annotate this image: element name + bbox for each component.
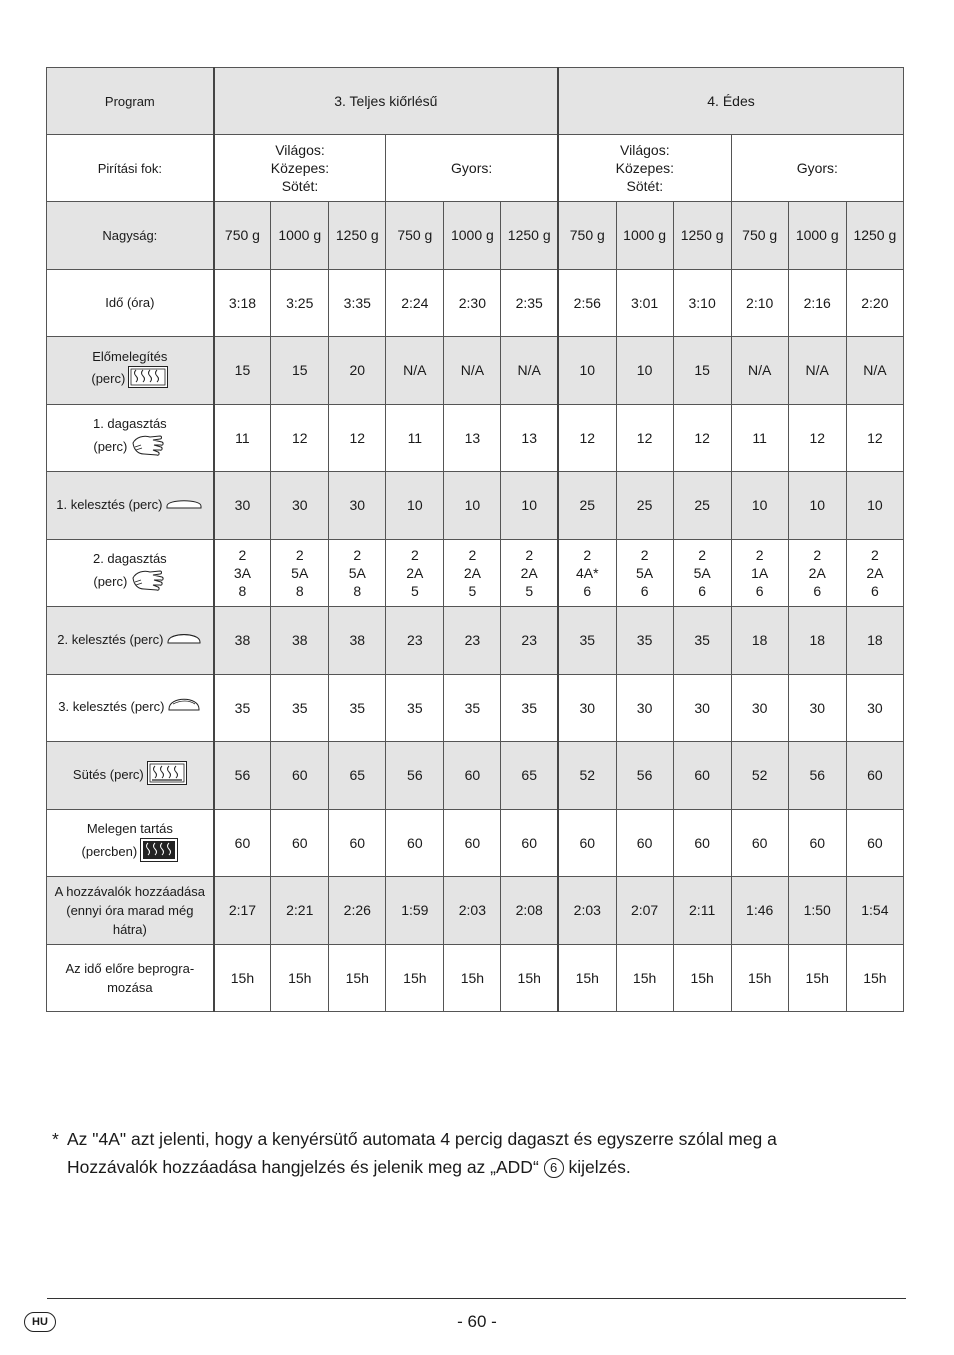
value-cell: 30 [673,674,731,742]
value-cell: 15h [329,944,386,1012]
row-label [47,607,214,675]
value-cell: 15h [558,944,616,1012]
size-cell: 750 g [558,202,616,270]
row-label [47,944,214,1012]
value-cell: 35 [386,674,444,742]
value-cell: 65 [329,742,386,810]
row-label [47,404,214,472]
value-cell: 30 [558,674,616,742]
value-cell [731,539,788,607]
value-part: 2A [520,564,538,581]
value-cell: 2:07 [616,877,673,945]
value-cell: 2:21 [271,877,329,945]
program-table [46,67,904,1012]
value-cell [673,539,731,607]
value-cell: 35 [214,674,271,742]
size-cell: 1000 g [788,202,846,270]
table-row [47,539,904,607]
row-label-text: Melegen tartás [86,820,173,836]
value-cell: 25 [558,472,616,540]
kneading-hand-icon [130,433,166,462]
value-cell: N/A [731,337,788,405]
value-cell: 1:59 [386,877,444,945]
value-part: 2 [870,546,879,563]
value-cell: 35 [673,607,731,675]
value-cell: 3:35 [329,269,386,337]
table-row [47,202,904,270]
value-cell: 12 [616,404,673,472]
value-cell [501,539,558,607]
value-cell: 11 [386,404,444,472]
value-cell [214,539,271,607]
row-label [47,269,214,337]
footnote-star: * [52,1129,59,1149]
table-row [47,742,904,810]
table-row [47,269,904,337]
size-cell: 1250 g [501,202,558,270]
row-label [47,742,214,810]
value-cell: 10 [788,472,846,540]
value-cell [271,539,329,607]
degree-options-3 [214,135,386,202]
value-cell: 30 [271,472,329,540]
value-cell: 12 [788,404,846,472]
dough-rise-3-icon [167,696,201,719]
value-cell: 60 [271,809,329,877]
value-cell: 60 [846,809,903,877]
program-label: Program [47,68,214,135]
footnote-text-before: Az "4A" azt jelenti, hogy a kenyérsütő automata 4 percig dagaszt és egyszerre szólal meg a Hozzávalók hozzáadása hangjelzés és jelenik meg az „ADD“ [67,1129,777,1177]
value-cell: 60 [214,809,271,877]
value-cell: 15h [731,944,788,1012]
footer-rule [47,1298,906,1299]
degree-fast-3: Gyors: [386,135,558,202]
value-part: 2 [295,546,304,563]
size-cell: 750 g [214,202,271,270]
size-cell: 1000 g [616,202,673,270]
value-part: 2A [406,564,424,581]
value-cell: 13 [501,404,558,472]
value-cell: 25 [673,472,731,540]
value-cell: 30 [788,674,846,742]
row-label [47,809,214,877]
row-label [47,877,214,945]
keep-warm-icon [140,838,178,867]
row-label-text: (percben) [81,843,138,859]
degree-dark: Sötét: [626,178,664,194]
value-cell: 60 [731,809,788,877]
value-cell: 56 [386,742,444,810]
value-cell: 60 [846,742,903,810]
value-cell: 2:35 [501,269,558,337]
value-part: 2A [866,564,884,581]
value-cell: 1:50 [788,877,846,945]
size-cell: 1250 g [673,202,731,270]
value-cell: 20 [329,337,386,405]
value-cell: 3:01 [616,269,673,337]
value-part: 2 [583,546,592,563]
baking-heater-icon [147,761,187,790]
row-label-text: 1. kelesztés (perc) [56,496,163,512]
value-cell: 25 [616,472,673,540]
value-cell [444,539,501,607]
value-part: 6 [870,582,879,599]
value-cell: 60 [616,809,673,877]
value-cell: 18 [788,607,846,675]
value-cell: 2:03 [558,877,616,945]
value-cell: 2:30 [444,269,501,337]
value-cell: 15h [673,944,731,1012]
size-cell: 1250 g [329,202,386,270]
degree-medium: Közepes: [270,160,330,176]
row-label-text: (perc) [93,573,128,589]
value-part: 5A [636,564,654,581]
value-cell [616,539,673,607]
value-part: 6 [583,582,592,599]
circled-number: 6 [544,1158,564,1178]
value-part: 2 [640,546,649,563]
value-part: 5A [348,564,366,581]
degree-light: Világos: [620,142,670,158]
value-cell: 10 [558,337,616,405]
degree-options-4 [558,135,731,202]
value-cell: 10 [846,472,903,540]
value-cell: 23 [444,607,501,675]
value-cell [558,539,616,607]
heater-icon [128,366,168,393]
value-cell: 38 [214,607,271,675]
table-row [47,809,904,877]
value-cell: 35 [329,674,386,742]
degree-medium: Közepes: [615,160,675,176]
value-cell: 15 [673,337,731,405]
value-cell: 3:10 [673,269,731,337]
value-cell: 35 [271,674,329,742]
value-cell: 35 [616,607,673,675]
value-part: 5 [525,582,534,599]
value-cell: 10 [501,472,558,540]
value-part: 2 [755,546,764,563]
value-cell [846,539,903,607]
value-cell: 2:17 [214,877,271,945]
row-label-text: 1. dagasztás [92,415,167,431]
row-label-text: 2. dagasztás [92,550,167,566]
value-cell: 60 [501,809,558,877]
value-cell: 11 [731,404,788,472]
program-group-4: 4. Édes [558,68,903,135]
value-cell: 2:11 [673,877,731,945]
value-cell: 60 [558,809,616,877]
degree-dark: Sötét: [281,178,319,194]
value-cell: N/A [386,337,444,405]
value-cell: 2:03 [444,877,501,945]
value-part: 5A [693,564,711,581]
value-cell: 56 [616,742,673,810]
value-part: 2A [808,564,826,581]
value-cell: 15 [271,337,329,405]
value-cell: 18 [846,607,903,675]
row-label-text: 3. kelesztés (perc) [58,699,165,715]
row-label-text: A hozzávalók hozzáadása (ennyi óra marad még hátra) [54,883,205,937]
value-cell: 12 [558,404,616,472]
value-part: 1A [751,564,769,581]
value-cell [788,539,846,607]
value-cell: 15h [271,944,329,1012]
program-row [47,68,904,135]
size-cell: 750 g [731,202,788,270]
size-cell: 1000 g [444,202,501,270]
degree-fast-4: Gyors: [731,135,903,202]
value-part: 2 [813,546,822,563]
value-cell: 60 [788,809,846,877]
value-cell [386,539,444,607]
size-cell: 1250 g [846,202,903,270]
value-cell: 12 [846,404,903,472]
language-badge: HU [24,1312,56,1332]
row-label-text: Az idő előre beprogra-mozása [65,960,195,995]
value-part: 4A* [576,564,599,581]
row-label-text: Előmelegítés [92,349,168,365]
value-cell: 30 [329,472,386,540]
value-cell: 23 [501,607,558,675]
value-part: 2 [525,546,534,563]
row-label-text: Sütés (perc) [72,766,144,782]
value-part: 8 [353,582,362,599]
row-label-text: (perc) [93,438,128,454]
value-cell: 35 [444,674,501,742]
table-row [47,877,904,945]
value-part: 6 [640,582,649,599]
value-cell: 10 [386,472,444,540]
value-part: 2 [353,546,362,563]
degree-light: Világos: [275,142,325,158]
value-cell: 10 [731,472,788,540]
value-cell: N/A [501,337,558,405]
value-cell: 35 [501,674,558,742]
value-cell: 3:18 [214,269,271,337]
value-part: 6 [813,582,822,599]
value-cell: 11 [214,404,271,472]
value-cell: 15h [214,944,271,1012]
table-row [47,607,904,675]
value-cell: 2:24 [386,269,444,337]
value-part: 5 [410,582,419,599]
size-cell: 750 g [386,202,444,270]
value-cell: 30 [616,674,673,742]
value-part: 2 [468,546,477,563]
value-part: 5A [291,564,309,581]
value-cell: 60 [444,742,501,810]
value-cell: 12 [271,404,329,472]
value-cell: 56 [788,742,846,810]
value-cell: 13 [444,404,501,472]
value-cell: 23 [386,607,444,675]
row-label-text: Idő (óra) [105,295,155,311]
value-cell: 1:46 [731,877,788,945]
value-part: 8 [238,582,247,599]
value-cell: 60 [673,742,731,810]
value-cell: 35 [558,607,616,675]
value-part: 5 [468,582,477,599]
footnote-text [67,1125,872,1181]
row-label-text: (perc) [91,371,126,387]
value-cell: N/A [846,337,903,405]
value-cell: 12 [329,404,386,472]
footnote-text-after: kijelzés. [568,1157,631,1177]
table-row [47,472,904,540]
degree-row [47,135,904,202]
value-cell: 12 [673,404,731,472]
value-cell: 15h [501,944,558,1012]
value-cell: 30 [731,674,788,742]
value-cell: 15h [788,944,846,1012]
dough-rise-1-icon [165,495,203,516]
value-cell: 60 [386,809,444,877]
value-cell: 38 [329,607,386,675]
table-row [47,337,904,405]
value-part: 3A [233,564,251,581]
value-part: 6 [698,582,707,599]
degree-label: Pirítási fok: [47,135,214,202]
value-cell: 65 [501,742,558,810]
value-cell: 15h [386,944,444,1012]
value-cell: 30 [846,674,903,742]
value-cell: 2:20 [846,269,903,337]
value-cell: 60 [329,809,386,877]
value-cell: 3:25 [271,269,329,337]
value-part: 8 [295,582,304,599]
value-part: 2 [410,546,419,563]
value-cell: 15 [214,337,271,405]
table-row [47,674,904,742]
value-cell: 60 [271,742,329,810]
value-cell: 10 [616,337,673,405]
value-part: 2 [698,546,707,563]
value-cell: N/A [444,337,501,405]
page-number: - 60 - [457,1312,497,1331]
footnote [52,1125,872,1181]
value-cell [329,539,386,607]
value-cell: 1:54 [846,877,903,945]
row-label [47,539,214,607]
value-cell: 56 [214,742,271,810]
row-label [47,472,214,540]
value-cell: 2:26 [329,877,386,945]
value-cell: 30 [214,472,271,540]
value-cell: 38 [271,607,329,675]
row-label-text: 2. kelesztés (perc) [57,631,164,647]
value-cell: 60 [444,809,501,877]
row-label [47,202,214,270]
row-label [47,674,214,742]
kneading-hand-icon [130,568,166,597]
size-cell: 1000 g [271,202,329,270]
value-part: 2A [463,564,481,581]
dough-rise-2-icon [166,630,202,651]
value-cell: 15h [444,944,501,1012]
value-cell: 15h [616,944,673,1012]
table-row [47,404,904,472]
value-cell: 2:16 [788,269,846,337]
value-cell: 2:56 [558,269,616,337]
value-cell: 18 [731,607,788,675]
value-part: 6 [755,582,764,599]
value-cell: 52 [731,742,788,810]
value-cell: 15h [846,944,903,1012]
value-cell: 52 [558,742,616,810]
value-cell: N/A [788,337,846,405]
value-cell: 2:08 [501,877,558,945]
value-cell: 2:10 [731,269,788,337]
value-cell: 60 [673,809,731,877]
row-label [47,337,214,405]
table-row [47,944,904,1012]
value-cell: 10 [444,472,501,540]
row-label-text: Nagyság: [102,227,158,243]
value-part: 2 [238,546,247,563]
program-group-3: 3. Teljes kiőrlésű [214,68,558,135]
